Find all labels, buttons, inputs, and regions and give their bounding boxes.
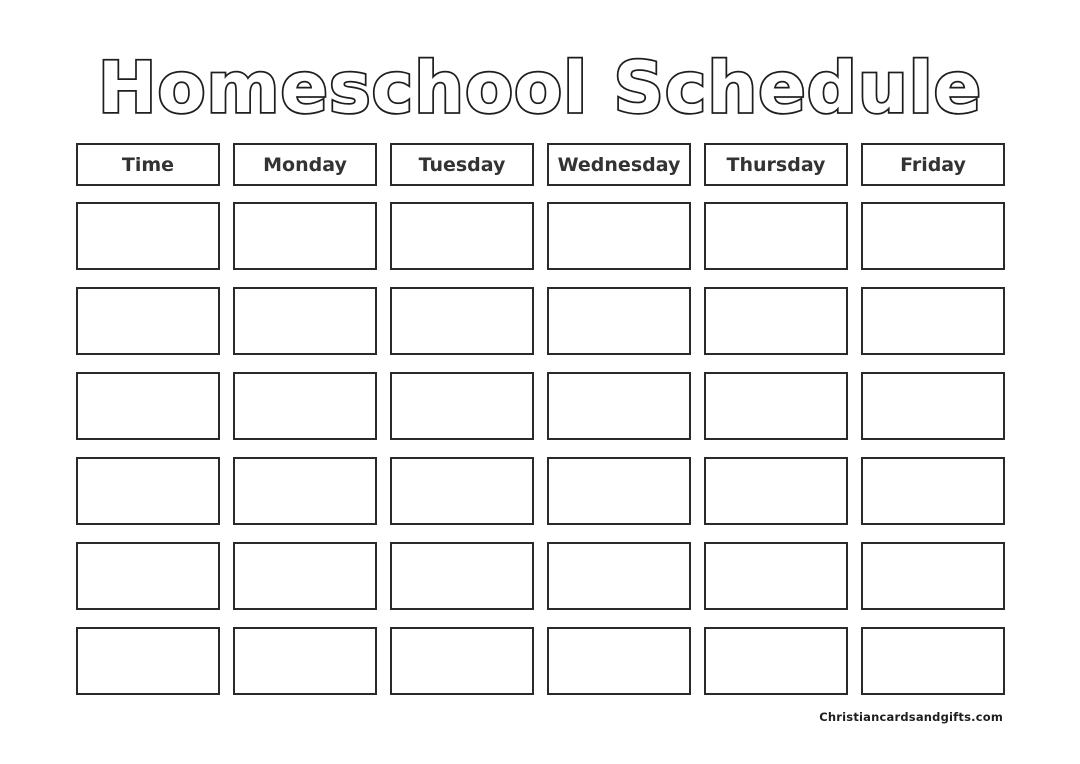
schedule-cell-wednesday-row-1[interactable] (547, 202, 691, 270)
schedule-cell-thursday-row-6[interactable] (704, 627, 848, 695)
schedule-cell-wednesday-row-3[interactable] (547, 372, 691, 440)
schedule-cell-monday-row-1[interactable] (233, 202, 377, 270)
schedule-cell-friday-row-4[interactable] (861, 457, 1005, 525)
footer-website: Christiancardsandgifts.com (819, 710, 1003, 724)
schedule-cell-friday-row-3[interactable] (861, 372, 1005, 440)
schedule-cell-friday-row-6[interactable] (861, 627, 1005, 695)
schedule-cell-monday-row-2[interactable] (233, 287, 377, 355)
schedule-grid (76, 143, 1004, 712)
schedule-cell-tuesday-row-4[interactable] (390, 457, 534, 525)
schedule-cell-monday-row-6[interactable] (233, 627, 377, 695)
schedule-cell-time-row-2[interactable] (76, 287, 220, 355)
schedule-cell-monday-row-5[interactable] (233, 542, 377, 610)
schedule-cell-tuesday-row-6[interactable] (390, 627, 534, 695)
schedule-cell-time-row-3[interactable] (76, 372, 220, 440)
schedule-cell-friday-row-5[interactable] (861, 542, 1005, 610)
schedule-cell-tuesday-row-2[interactable] (390, 287, 534, 355)
column-header-tuesday: Tuesday (390, 143, 534, 186)
schedule-cell-friday-row-1[interactable] (861, 202, 1005, 270)
column-header-monday: Monday (233, 143, 377, 186)
schedule-cell-time-row-5[interactable] (76, 542, 220, 610)
schedule-cell-time-row-6[interactable] (76, 627, 220, 695)
column-header-friday: Friday (861, 143, 1005, 186)
schedule-cell-thursday-row-1[interactable] (704, 202, 848, 270)
schedule-cell-wednesday-row-4[interactable] (547, 457, 691, 525)
schedule-cell-monday-row-3[interactable] (233, 372, 377, 440)
schedule-cell-tuesday-row-5[interactable] (390, 542, 534, 610)
column-header-wednesday: Wednesday (547, 143, 691, 186)
schedule-cell-thursday-row-3[interactable] (704, 372, 848, 440)
schedule-cell-tuesday-row-1[interactable] (390, 202, 534, 270)
schedule-cell-tuesday-row-3[interactable] (390, 372, 534, 440)
title-container (0, 42, 1080, 134)
schedule-cell-friday-row-2[interactable] (861, 287, 1005, 355)
schedule-cell-thursday-row-4[interactable] (704, 457, 848, 525)
page-title: Homeschool Schedule (97, 47, 983, 129)
schedule-cell-wednesday-row-6[interactable] (547, 627, 691, 695)
schedule-cell-time-row-4[interactable] (76, 457, 220, 525)
column-header-time: Time (76, 143, 220, 186)
schedule-cell-wednesday-row-5[interactable] (547, 542, 691, 610)
schedule-cell-thursday-row-2[interactable] (704, 287, 848, 355)
column-header-thursday: Thursday (704, 143, 848, 186)
schedule-cell-thursday-row-5[interactable] (704, 542, 848, 610)
schedule-cell-monday-row-4[interactable] (233, 457, 377, 525)
schedule-cell-wednesday-row-2[interactable] (547, 287, 691, 355)
schedule-cell-time-row-1[interactable] (76, 202, 220, 270)
